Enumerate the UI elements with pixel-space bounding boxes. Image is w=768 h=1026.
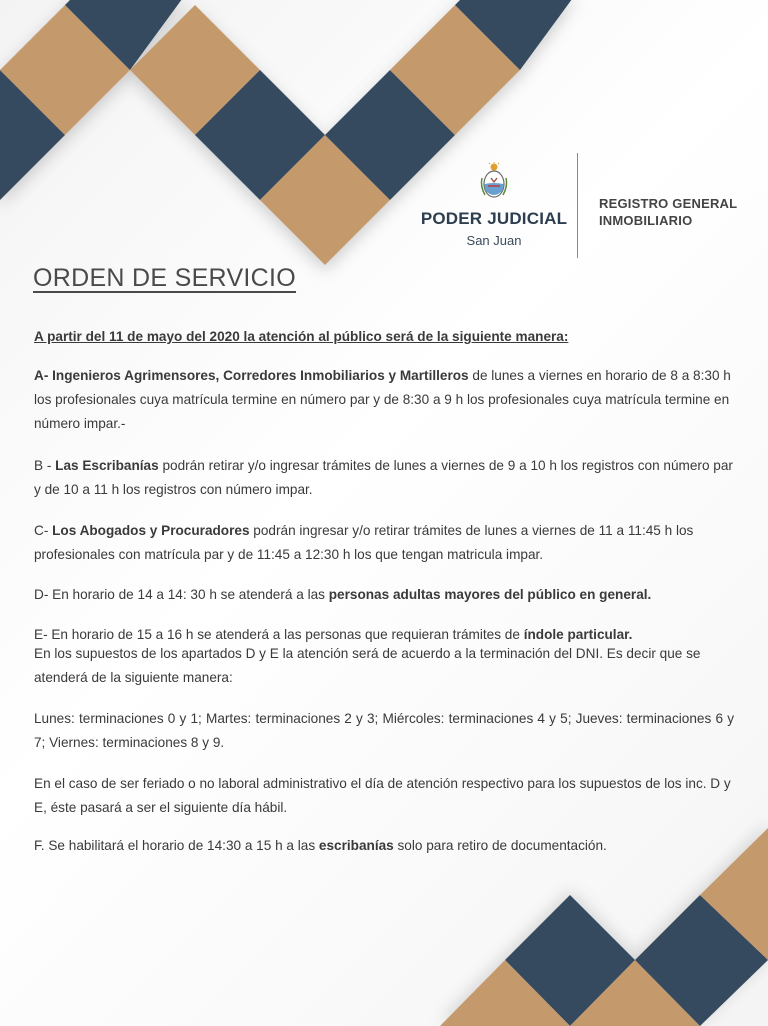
paragraph-d-text: D- En horario de 14 a 14: 30 h se atenderá a las	[34, 587, 329, 602]
diamond	[440, 960, 570, 1026]
paragraph-f	[34, 834, 734, 858]
paragraph-c-text: podrán ingresar y/o retirar trámites de lunes a viernes de 11 a 11:45 h los profesionales con matrícula par y de 11:45 a 12:30 h los que tengan matricula impar.	[34, 523, 694, 562]
diamond	[505, 895, 635, 1026]
header-divider	[577, 153, 578, 258]
paragraph-d-bold: personas adultas mayores del público en general.	[328, 587, 652, 602]
judicial-logo-block	[420, 162, 568, 248]
paragraph-a-bold: A- Ingenieros Agrimensores, Corredores Inmobiliarios y Martilleros	[34, 368, 469, 383]
coat-of-arms-icon	[479, 162, 509, 200]
paragraph-c-bold: Los Abogados y Procuradores	[52, 523, 250, 538]
page-title: ORDEN DE SERVICIO	[33, 264, 297, 292]
org-name: PODER JUDICIAL	[420, 209, 568, 228]
paragraph-d	[34, 583, 734, 607]
paragraph-f-bold: escribanías	[318, 838, 394, 853]
paragraph-b-prefix: B -	[34, 458, 56, 473]
paragraph-c-prefix: C-	[34, 523, 53, 538]
holiday-paragraph: En el caso de ser feriado o no laboral administrativo el día de atención respectivo para los supuestos de los inc. D y E, éste pasará a ser el siguiente día hábil.	[34, 776, 731, 815]
top-diamond-pattern	[0, 0, 768, 300]
paragraph-b-text: podrán retirar y/o ingresar trámites de lunes a viernes de 9 a 10 h los registros con número par y de 10 a 11 h los registros con número impar.	[34, 458, 733, 497]
paragraph-e-text: E- En horario de 15 a 16 h se atenderá a las personas que requieran trámites de	[34, 627, 524, 642]
paragraph-f-text: F. Se habilitará el horario de 14:30 a 15 h a las	[34, 838, 319, 853]
paragraph-f-text-2: solo para retiro de documentación.	[393, 838, 607, 853]
schedule-paragraph: Lunes: terminaciones 0 y 1; Martes: terminaciones 2 y 3; Miércoles: terminaciones 4 y 5; Jueves: terminaciones 6 y 7; Viernes: terminaciones 8 y 9.	[34, 711, 734, 750]
diamond	[635, 895, 768, 1026]
diamond	[570, 960, 700, 1026]
paragraph-e-followup: En los supuestos de los apartados D y E la atención será de acuerdo a la terminación del DNI. Es decir que se atenderá de la siguiente manera:	[34, 646, 701, 685]
intro-paragraph: A partir del 11 de mayo del 2020 la atención al público será de la siguiente manera:	[34, 329, 569, 344]
paragraph-b	[34, 454, 734, 502]
paragraph-b-bold: Las Escribanías	[55, 458, 159, 473]
paragraph-c	[34, 519, 734, 567]
org-city: San Juan	[466, 233, 522, 248]
registry-line-1: REGISTRO GENERAL	[599, 196, 738, 211]
paragraph-e-bold: índole particular.	[523, 627, 633, 642]
paragraph-a-text: de lunes a viernes en horario de 8 a 8:30 h los profesionales cuya matrícula termine en número par y de 8:30 a 9 h los profesionales cuya matrícula termine en número impar.-	[34, 368, 731, 431]
registry-name	[599, 195, 737, 229]
registry-line-2: INMOBILIARIO	[599, 213, 693, 228]
paragraph-a	[34, 364, 734, 436]
